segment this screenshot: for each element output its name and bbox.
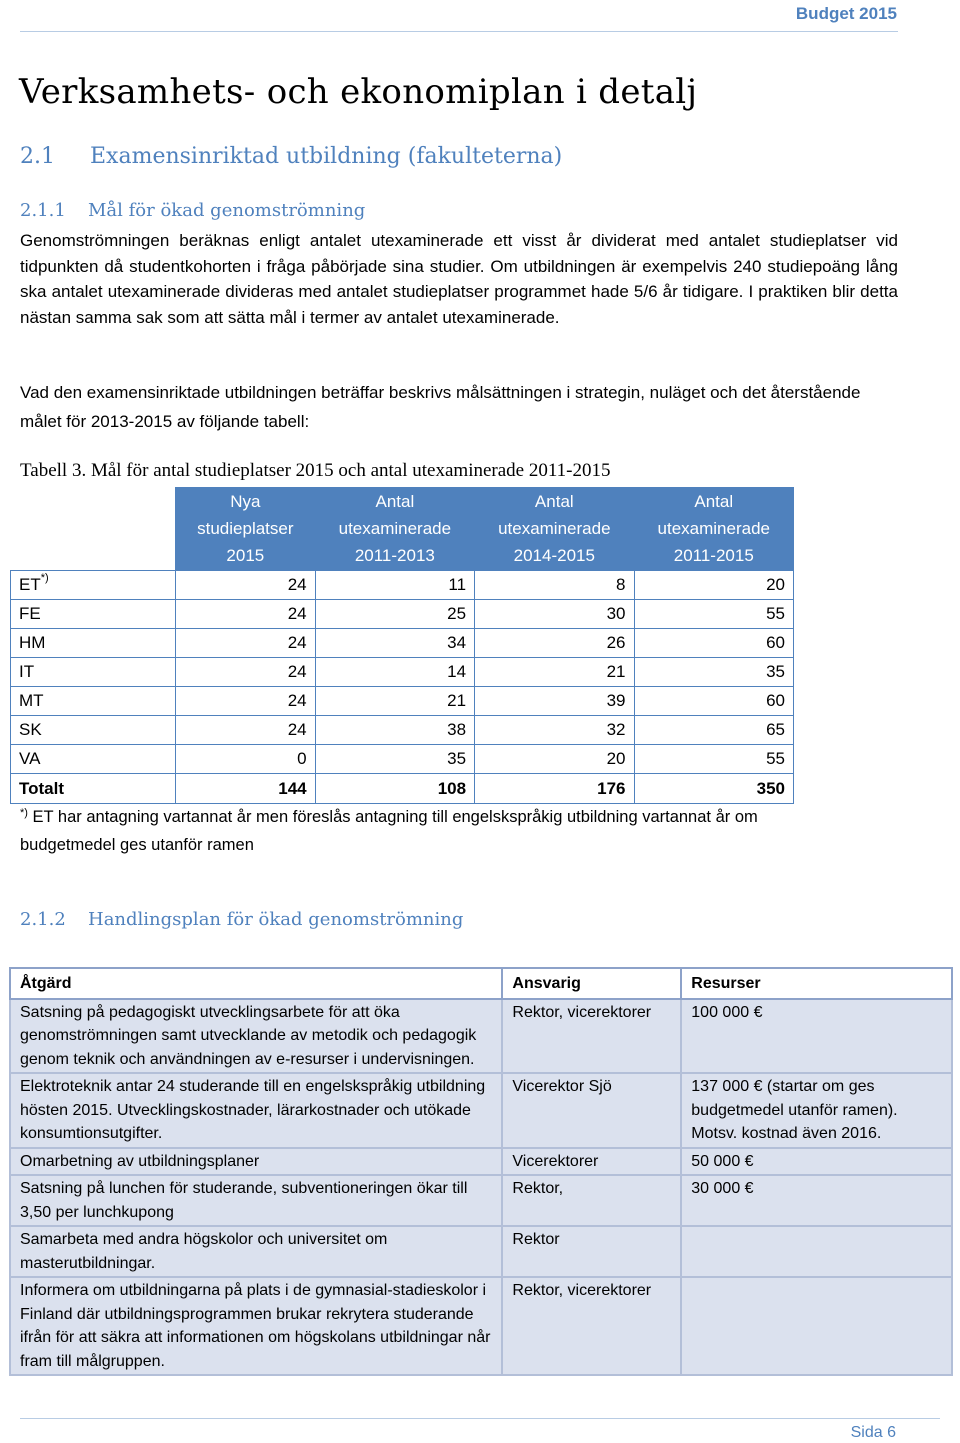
page-title: Verksamhets- och ekonomiplan i detalj [19, 72, 698, 112]
column-header-line: Nya [230, 492, 261, 511]
column-header-line: 2015 [226, 546, 265, 565]
column-header-line: 2011-2013 [354, 546, 435, 565]
responsible-cell: Rektor [502, 1226, 681, 1277]
total-cell: 108 [315, 774, 474, 804]
row-label-text: FE [19, 604, 41, 623]
table-cell: 35 [634, 658, 793, 687]
table-caption: Tabell 3. Mål för antal studieplatser 2015 och antal utexaminerade 2011-2015 [20, 460, 611, 481]
row-label-text: IT [19, 662, 35, 681]
table-row [11, 658, 794, 687]
footnote-mark: *) [40, 572, 49, 584]
column-header-line: Antal [375, 492, 415, 511]
column-header-line: 2011-2015 [673, 546, 754, 565]
table-row [10, 1175, 952, 1226]
table-cell: 55 [634, 600, 793, 629]
goals-table [10, 487, 794, 804]
column-header-line: Antal [694, 492, 734, 511]
table-cell: 26 [475, 629, 634, 658]
responsible-cell: Rektor, [502, 1175, 681, 1226]
section-number: 2.1 [20, 144, 55, 169]
resources-cell [681, 1226, 952, 1277]
row-label [11, 571, 176, 600]
table-cell: 20 [475, 745, 634, 774]
action-plan-table [9, 967, 953, 1376]
table-cell: 8 [475, 571, 634, 600]
subsection-number: 2.1.2 [20, 909, 66, 930]
total-cell: 350 [634, 774, 793, 804]
row-label-text: MT [19, 691, 44, 710]
table-cell: 0 [176, 745, 316, 774]
row-label [11, 629, 176, 658]
table-cell: 65 [634, 716, 793, 745]
header-divider [20, 31, 898, 32]
table-cell: 25 [315, 600, 474, 629]
table-cell: 38 [315, 716, 474, 745]
table-row [10, 1226, 952, 1277]
responsible-cell: Vicerektor Sjö [502, 1073, 681, 1148]
section-heading [20, 144, 562, 169]
row-label-text: VA [19, 749, 41, 768]
row-label [11, 600, 176, 629]
page-number: Sida 6 [850, 1424, 896, 1441]
row-label [11, 745, 176, 774]
table-cell: 24 [176, 658, 316, 687]
table-cell: 24 [176, 687, 316, 716]
paragraph-1: Genomströmningen beräknas enligt antalet utexaminerade ett visst år dividerat med antalet studieplatser vid tidpunkten då studentkohorten i fråga påbörjade sina studier. Om utbildningen är exempelvis 240 studiepoäng lång ska antalet utexaminerade divideras med antalet studieplatser programmet hade 5/6 år tidigare. I praktiken blir detta nästan samma sak som att sätta mål i termer av antalet utexaminerade. [20, 231, 898, 327]
table-row [10, 1148, 952, 1176]
table-row [11, 745, 794, 774]
column-header: Åtgärd [10, 968, 502, 999]
subsection-heading-2 [20, 909, 463, 930]
table-cell: 35 [315, 745, 474, 774]
footnote-mark: *) [20, 807, 28, 819]
row-label-text: HM [19, 633, 46, 652]
table-row [10, 999, 952, 1074]
column-header-line: studieplatser [197, 519, 294, 538]
resources-cell: 100 000 € [681, 999, 952, 1074]
row-label [11, 687, 176, 716]
action-cell: Satsning på lunchen för studerande, subventioneringen ökar till 3,50 per lunchkupong [10, 1175, 502, 1226]
table-cell: 55 [634, 745, 793, 774]
resources-cell: 30 000 € [681, 1175, 952, 1226]
table-row [11, 571, 794, 600]
table-cell: 60 [634, 687, 793, 716]
paragraph-2: Vad den examensinriktade utbildningen beträffar beskrivs målsättningen i strategin, nuläget och det återstående målet för 2013-2015 av följande tabell: [20, 383, 861, 431]
table-row [10, 1277, 952, 1375]
table-cell: 20 [634, 571, 793, 600]
action-cell: Elektroteknik antar 24 studerande till en engelskspråkig utbildning hösten 2015. Utvecklingskostnader, lärarkostnader och utökade konsumtionsutgifter. [10, 1073, 502, 1148]
action-cell: Satsning på pedagogiskt utvecklingsarbete för att öka genomströmningen samt utvecklande av metodik och pedagogik genom teknik och användningen av e-resurser i undervisningen. [10, 999, 502, 1074]
resources-cell [681, 1277, 952, 1375]
column-header: Resurser [681, 968, 952, 999]
table-cell: 24 [176, 571, 316, 600]
table-cell: 14 [315, 658, 474, 687]
row-label-text: ET [19, 575, 41, 594]
table-cell: 21 [315, 687, 474, 716]
total-row [11, 774, 794, 804]
subsection-heading-1 [20, 200, 365, 221]
resources-cell: 50 000 € [681, 1148, 952, 1176]
column-header-line: Antal [534, 492, 574, 511]
footnote-text: ET har antagning vartannat år men föreslås antagning till engelskspråkig utbildning vartannat år om budgetmedel ges utanför ramen [20, 808, 758, 854]
section-title: Examensinriktad utbildning (fakulteterna) [90, 144, 563, 169]
table-cell: 24 [176, 716, 316, 745]
table-row [11, 629, 794, 658]
table-row [10, 1073, 952, 1148]
total-label: Totalt [11, 774, 176, 804]
table-cell: 32 [475, 716, 634, 745]
table-footnote [20, 803, 850, 859]
column-header [475, 488, 634, 571]
subsection-number: 2.1.1 [20, 200, 66, 221]
table-cell: 60 [634, 629, 793, 658]
subsection-title: Mål för ökad genomströmning [88, 200, 366, 221]
responsible-cell: Rektor, vicerektorer [502, 1277, 681, 1375]
table-cell: 24 [176, 600, 316, 629]
row-label [11, 716, 176, 745]
action-cell: Omarbetning av utbildningsplaner [10, 1148, 502, 1176]
column-header-line: utexaminerade [498, 519, 611, 538]
subsection-title: Handlingsplan för ökad genomströmning [88, 909, 464, 930]
table-cell: 30 [475, 600, 634, 629]
table-cell: 34 [315, 629, 474, 658]
header-empty-cell [11, 488, 176, 571]
action-cell: Informera om utbildningarna på plats i de gymnasial-stadieskolor i Finland där utbildningsprogrammen brukar rekrytera studerande ifrån för att säkra att informationen om högskolans utbildningar når fram till målgruppen. [10, 1277, 502, 1375]
table-cell: 21 [475, 658, 634, 687]
table-cell: 39 [475, 687, 634, 716]
column-header [634, 488, 793, 571]
row-label [11, 658, 176, 687]
header-label: Budget 2015 [795, 4, 897, 23]
total-cell: 176 [475, 774, 634, 804]
table-header-row [10, 968, 952, 999]
column-header-line: utexaminerade [657, 519, 770, 538]
table-cell: 24 [176, 629, 316, 658]
table-header-row [11, 488, 794, 571]
table-row [11, 600, 794, 629]
table-cell: 11 [315, 571, 474, 600]
resources-cell: 137 000 € (startar om ges budgetmedel utanför ramen). Motsv. kostnad även 2016. [681, 1073, 952, 1148]
column-header-line: 2014-2015 [513, 546, 595, 565]
column-header [176, 488, 316, 571]
total-cell: 144 [176, 774, 316, 804]
table-row [11, 716, 794, 745]
action-cell: Samarbeta med andra högskolor och universitet om masterutbildningar. [10, 1226, 502, 1277]
responsible-cell: Vicerektorer [502, 1148, 681, 1176]
responsible-cell: Rektor, vicerektorer [502, 999, 681, 1074]
row-label-text: SK [19, 720, 42, 739]
footer-divider [20, 1418, 940, 1419]
column-header [315, 488, 474, 571]
column-header-line: utexaminerade [338, 519, 452, 538]
table-row [11, 687, 794, 716]
column-header: Ansvarig [502, 968, 681, 999]
